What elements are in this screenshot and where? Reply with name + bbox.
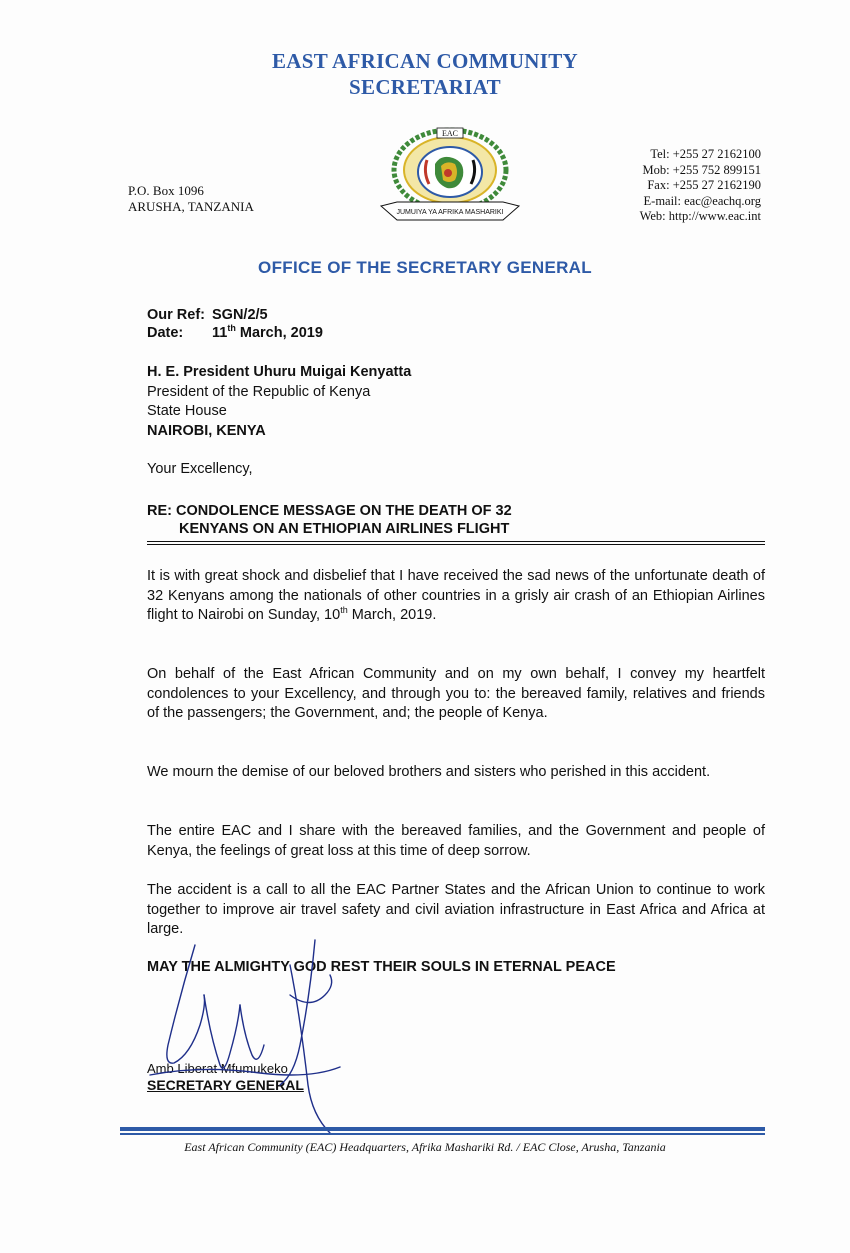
body-paragraph-3: We mourn the demise of our beloved brothers and sisters who perished in this accident. bbox=[147, 764, 711, 780]
logo-banner-text: JUMUIYA YA AFRIKA MASHARIKI bbox=[396, 209, 504, 216]
postal-address bbox=[128, 183, 254, 215]
address-line2: ARUSHA, TANZANIA bbox=[128, 199, 254, 214]
p1-text: It is with great shock and disbelief that I have received the sad news of the unfortunate death of 32 Kenyans among the nationals of other countries in a grisly air crash of an Ethiopian Airlines flight to Nairobi on Sunday, 10 bbox=[147, 568, 765, 623]
contact-fax: Fax: +255 27 2162190 bbox=[647, 178, 761, 193]
body-paragraph-1 bbox=[147, 567, 765, 626]
recipient-name: H. E. President Uhuru Muigai Kenyatta bbox=[147, 364, 412, 380]
address-line1: P.O. Box 1096 bbox=[128, 183, 204, 198]
salutation: Your Excellency, bbox=[147, 461, 253, 477]
reference-block bbox=[147, 306, 323, 342]
eac-emblem-icon bbox=[375, 124, 525, 224]
contact-web[interactable]: Web: http://www.eac.int bbox=[639, 209, 761, 224]
recipient-line4: NAIROBI, KENYA bbox=[147, 422, 266, 439]
ref-label: Our Ref: bbox=[147, 307, 205, 323]
footer-divider-thin bbox=[120, 1133, 765, 1135]
date-label: Date: bbox=[147, 325, 184, 341]
date-day: 11 bbox=[212, 325, 228, 341]
body-paragraph-4: The entire EAC and I share with the bereaved families, and the Government and people of Kenya, the feelings of great loss at this time of deep sorrow. bbox=[147, 823, 765, 859]
date-row bbox=[147, 324, 323, 342]
p1-sup: th bbox=[340, 605, 348, 616]
subject-line1: RE: CONDOLENCE MESSAGE ON THE DEATH OF 32 bbox=[147, 503, 512, 519]
contact-email[interactable]: E-mail: eac@eachq.org bbox=[643, 193, 761, 208]
subject-divider bbox=[147, 541, 765, 545]
contact-mob: Mob: +255 752 899151 bbox=[642, 162, 761, 177]
subject-line bbox=[147, 502, 512, 538]
org-name-line2: SECRETARIAT bbox=[349, 75, 501, 99]
ref-value: SGN/2/5 bbox=[212, 307, 268, 323]
date-rest: March, 2019 bbox=[235, 325, 323, 341]
body-paragraph-5: The accident is a call to all the EAC Partner States and the African Union to continue to work together to improve air travel safety and civil aviation infrastructure in East Africa and Africa at large. bbox=[147, 882, 765, 937]
ref-row bbox=[147, 306, 323, 324]
footer-divider-thick bbox=[120, 1127, 765, 1131]
signatory-title: SECRETARY GENERAL bbox=[147, 1077, 304, 1093]
contact-tel: Tel: +255 27 2162100 bbox=[650, 147, 761, 161]
subject-line2: KENYANS ON AN ETHIOPIAN AIRLINES FLIGHT bbox=[179, 521, 510, 537]
organization-name bbox=[0, 48, 850, 100]
recipient-line3: State House bbox=[147, 403, 227, 419]
footer-address: East African Community (EAC) Headquarters, Afrika Mashariki Rd. / EAC Close, Arusha, Tanzania bbox=[184, 1140, 666, 1154]
recipient-block bbox=[147, 363, 411, 441]
recipient-line2: President of the Republic of Kenya bbox=[147, 383, 371, 400]
logo-text: EAC bbox=[442, 129, 458, 138]
body-paragraph-2: On behalf of the East African Community and on my own behalf, I convey my heartfelt condolences to your Excellency, and through you to: the bereaved family, relatives and friends of the passengers; the Government, and; the people of Kenya. bbox=[147, 666, 765, 721]
contact-block bbox=[640, 147, 761, 225]
signature-icon bbox=[140, 935, 380, 1135]
p1-text-end: March, 2019. bbox=[347, 607, 437, 623]
date-suffix: th bbox=[227, 323, 236, 334]
org-name-line1: EAST AFRICAN COMMUNITY bbox=[271, 49, 579, 73]
signatory-name: Amb Liberat Mfumukeko bbox=[147, 1061, 288, 1076]
office-title: OFFICE OF THE SECRETARY GENERAL bbox=[258, 258, 592, 277]
closing-line: MAY THE ALMIGHTY GOD REST THEIR SOULS IN ETERNAL PEACE bbox=[147, 959, 616, 975]
